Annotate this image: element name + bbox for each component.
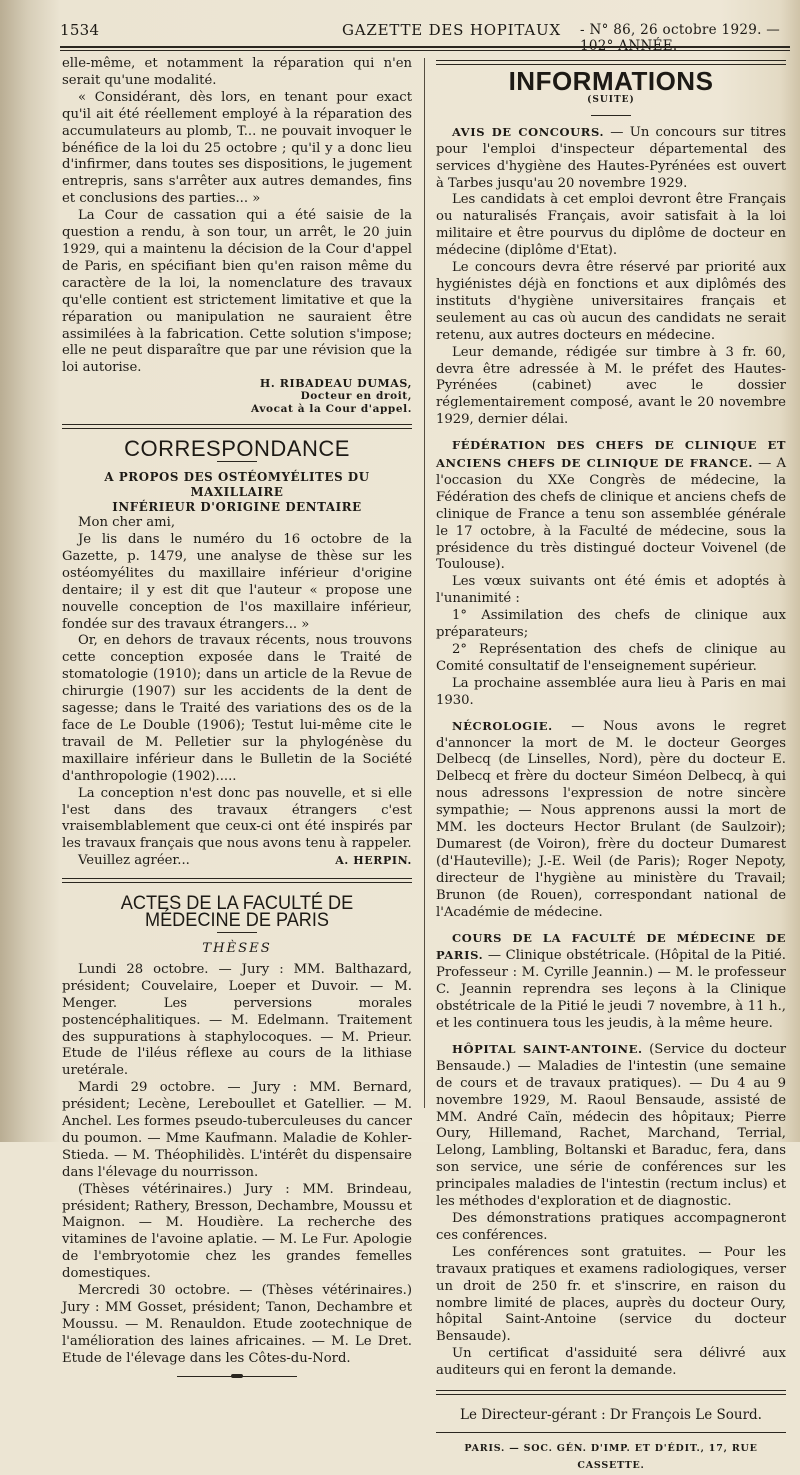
info-paragraph	[436, 124, 786, 193]
director-line: Le Directeur-gérant : Dr François Le Sourd.	[460, 1407, 762, 1424]
header-rule	[60, 46, 790, 48]
spacer	[436, 1033, 786, 1041]
spacer	[436, 922, 786, 930]
page-header	[60, 18, 790, 54]
info-text: (Service du docteur Bensaude.) — Maladies de l'intestin (une semaine de cours et de travaux pratiques). — Du 4 au 9 novembre 1929, M. Raoul Bensaude, assisté de MM. André Caïn, médecin des hôpitaux; Pierre Oury, Hillemand, Rachet, Marchand, Terrial, Lelong, Lambling, Boltanski et Baraduc, fera, dans son service, une série de conférences sur les principales maladies de l'intestin (rectum inclus) et les méthodes d'exploration et de diagnostic.	[436, 1041, 786, 1210]
issue-info: - N° 86, 26 octobre 1929. — 102° ANNÉE.	[580, 22, 781, 54]
salutation: Mon cher ami,	[78, 515, 176, 531]
letter-paragraph: La conception n'est donc pas nouvelle, et si elle l'est dans des travaux étrangers c'est vraisemblablement que ceux-ci ont été inspirés par les travaux français que nous avons tenu à rappeler.	[62, 785, 412, 852]
info-paragraph: Les candidats à cet emploi devront être Français ou naturalisés Français, avoir satisfait à la loi militaire et être pourvus du diplôme de docteur en médecine (diplôme d'Etat).	[436, 192, 786, 259]
spacer	[436, 429, 786, 437]
info-paragraph	[436, 1041, 786, 1211]
subheading-line: A PROPOS DES OSTÉOMYÉLITES DU MAXILLAIRE	[104, 470, 370, 500]
article-paragraph: La Cour de cassation qui a été saisie de la question a rendu, à son tour, un arrêt, le 20 juin 1929, qui a maintenu la décision de la Cour d'appel de Paris, en spécifiant bien qu'en raison même du caractère de la loi, la nomenclature des travaux qu'elle contient est strictement limitative et que la réparation ou manipulation ne sauraient être assimilées à la fabrication. Cette solution s'impose; elle ne peut disparaître que par une révision que la loi autorise.	[62, 208, 412, 376]
short-rule	[217, 932, 257, 933]
journal-title: GAZETTE DES HOPITAUX	[342, 21, 561, 39]
page-number: 1534	[60, 21, 100, 39]
printer-line: PARIS. — SOC. GÉN. D'IMP. ET D'ÉDIT., 17, RUE CASSETTE.	[464, 1442, 758, 1471]
footer-rule	[436, 1432, 786, 1433]
letter-paragraph: Je lis dans le numéro du 16 octobre de la Gazette, p. 1479, une analyse de thèse sur les ostéomyélites du maxillaire inférieur d'origine dentaire; il y est dit que l'auteur « propose une nouvelle conception de l'os maxillaire inférieur, fondée sur des travaux étrangers... »	[62, 532, 412, 632]
info-text: — Clinique obstétricale. (Hôpital de la Pitié. Professeur : M. Cyrille Jeannin.) — M. le professeur C. Jeannin reprendra ses leçons à la Clinique obstétricale de la Pitié le jeudi 7 novembre, à 11 h., et les continuera tous les jeudis, à la même heure.	[436, 948, 786, 1032]
correspondance-subheading	[62, 470, 412, 515]
info-paragraph: 2° Représentation des chefs de clinique au Comité consultatif de l'enseignement supérieur.	[436, 642, 786, 674]
info-paragraph: Les conférences sont gratuites. — Pour les travaux pratiques et examens radiologiques, verser un droit de 250 fr. et s'inscrire, en raison du nombre limité de places, auprès du docteur Oury, hôpital Saint-Antoine (service du docteur Bensaude).	[436, 1244, 786, 1345]
signature-title: Docteur en droit,	[300, 390, 412, 403]
info-lead: HÔPITAL SAINT-ANTOINE.	[452, 1041, 643, 1056]
correspondance-heading: CORRESPONDANCE	[124, 436, 350, 462]
info-paragraph: Un certificat d'assiduité sera délivré aux auditeurs qui en feront la demande.	[436, 1346, 786, 1379]
info-paragraph: 1° Assimilation des chefs de clinique aux préparateurs;	[436, 608, 786, 641]
short-rule	[591, 115, 631, 116]
letter-signature: A. HERPIN.	[335, 854, 412, 868]
theses-heading: THÈSES	[202, 940, 272, 956]
letter-paragraph: Or, en dehors de travaux récents, nous trouvons cette conception exposée dans le Traité de stomatologie (1910); dans un article de la Revue de chirurgie (1907) sur les accidents de la dent de sagesse; dans le Traité des variations des os de la face de Le Double (1906); Testut lui-même cite le travail de M. Pelletier sur la phylogénèse du maxillaire inférieur dans le Bulletin de la Société d'anthropologie (1902).....	[62, 633, 412, 784]
column-divider	[424, 58, 425, 1108]
article-paragraph: elle-même, et notamment la réparation qui n'en serait qu'une modalité.	[62, 56, 412, 88]
letter-closing	[62, 853, 412, 870]
theses-entry: Mercredi 30 octobre. — (Thèses vétérinaires.) Jury : MM Gosset, président; Tanon, Dechambre et Moussu. — M. Renauldon. Etude zootechnique de l'amélioration des laines africaines. — M. Le Dret. Etude de l'élevage dans les Côtes-du-Nord.	[62, 1283, 412, 1366]
end-ornament	[177, 1376, 297, 1377]
spacer	[436, 710, 786, 718]
closing-text: Veuillez agréer...	[78, 853, 190, 869]
suite-label: (SUITE)	[587, 94, 635, 105]
author-signature	[62, 377, 412, 416]
section-divider	[436, 1390, 786, 1395]
info-paragraph	[436, 930, 786, 1033]
info-lead: COURS DE LA FACULTÉ DE MÉDECINE DE PARIS.	[436, 930, 786, 963]
section-divider	[62, 878, 412, 883]
info-text: — Un concours sur titres pour l'emploi d'inspecteur départemental des services d'hygiène des Hautes-Pyrénées est ouvert à Tarbes jusqu'au 20 novembre 1929.	[436, 124, 786, 191]
signature-title: Avocat à la Cour d'appel.	[251, 403, 412, 416]
info-lead: NÉCROLOGIE.	[452, 718, 553, 733]
theses-entry: (Thèses vétérinaires.) Jury : MM. Brindeau, président; Rathery, Bresson, Dechambre, Moussu et Maignon. — M. Houdière. La recherche des vitamines de l'avoine aplatie. — M. Le Fur. Apologie de l'embryotomie chez les grandes femelles domestiques.	[62, 1181, 412, 1282]
info-text: — Nous avons le regret d'annoncer la mort de M. le docteur Georges Delbecq (de Linselles, Nord), père du docteur E. Delbecq et frère du docteur Siméon Delbecq, à qui nous adressons l'expression de notre sincère sympathie; — Nous apprenons aussi la mort de MM. les docteurs Hector Brulant (de Saulzoir); Dumarest (de Voiron), frère du docteur Dumarest (d'Hauteville); J.-E. Weil (de Paris); Roger Nepoty, directeur de l'hygiène au ministère du Travail; Brunon (de Rouen), correspondant national de l'Académie de médecine.	[436, 718, 786, 920]
section-divider	[62, 424, 412, 429]
info-text: — A l'occasion du XXe Congrès de médecine, la Fédération des chefs de clinique et anciens chefs de clinique de France a tenu son assemblée générale le 17 octobre, à la Faculté de médecine, sous la présidence du très distingué docteur Voivenel (de Toulouse).	[436, 456, 786, 573]
subheading-line: INFÉRIEUR D'ORIGINE DENTAIRE	[112, 500, 362, 515]
info-paragraph: Le concours devra être réservé par priorité aux hygiénistes déjà en fonctions et aux diplômés des instituts d'hygiène universitaires français et seulement au cas où aucun des candidats ne serait retenu, aux autres docteurs en médecine.	[436, 260, 786, 343]
theses-entry: Lundi 28 octobre. — Jury : MM. Balthazard, président; Couvelaire, Loeper et Duvoir. — M. Menger. Les perversions morales postencéphalitiques. — M. Edelmann. Traitement des suppurations à staphylocoques. — M. Prieur. Etude de l'iléus réflexe au cours de la lithiase uretérale.	[62, 961, 412, 1079]
article-paragraph: « Considérant, dès lors, en tenant pour exact qu'il ait été réellement employé à la réparation des accumulateurs au plomb, T... ne pouvait invoquer le bénéfice de la loi du 25 octobre ; qu'il y a donc lieu d'infirmer, dans toutes ses dispositions, le jugement entrepris, sans s'arrêter aux autres demandes, fins et conclusions des parties... »	[62, 89, 412, 207]
informations-heading: INFORMATIONS	[508, 66, 714, 96]
info-paragraph: La prochaine assemblée aura lieu à Paris en mai 1930.	[436, 675, 786, 708]
short-rule	[217, 461, 257, 462]
header-rule-thin	[60, 50, 790, 51]
info-paragraph	[436, 437, 786, 574]
right-column	[436, 56, 786, 1475]
section-divider	[436, 60, 786, 65]
info-paragraph: Des démonstrations pratiques accompagneront ces conférences.	[436, 1211, 786, 1243]
actes-heading: ACTES DE LA FACULTÉ DE MÉDECINE DE PARIS	[120, 892, 354, 932]
info-lead: FÉDÉRATION DES CHEFS DE CLINIQUE ET ANCIENS CHEFS DE CLINIQUE DE FRANCE.	[436, 438, 786, 471]
info-paragraph	[436, 718, 786, 922]
info-paragraph: Les vœux suivants ont été émis et adoptés à l'unanimité :	[436, 574, 786, 607]
theses-entry: Mardi 29 octobre. — Jury : MM. Bernard, président; Lecène, Lereboullet et Gatellier. — M. Anchel. Les formes pseudo-tuberculeuses du cancer du poumon. — Mme Kaufmann. Maladie de Kohler-Stieda. — M. Théophilidès. L'intérêt du dispensaire dans l'élevage du nourrisson.	[62, 1080, 412, 1180]
signature-name: H. RIBADEAU DUMAS,	[259, 377, 412, 391]
left-column	[62, 56, 412, 1377]
info-paragraph: Leur demande, rédigée sur timbre à 3 fr. 60, devra être adressée à M. le préfet des Hautes-Pyrénées (cabinet) avec le dossier réglementairement composé, avant le 20 novembre 1929, dernier délai.	[436, 344, 786, 428]
info-lead: AVIS DE CONCOURS.	[452, 124, 605, 139]
